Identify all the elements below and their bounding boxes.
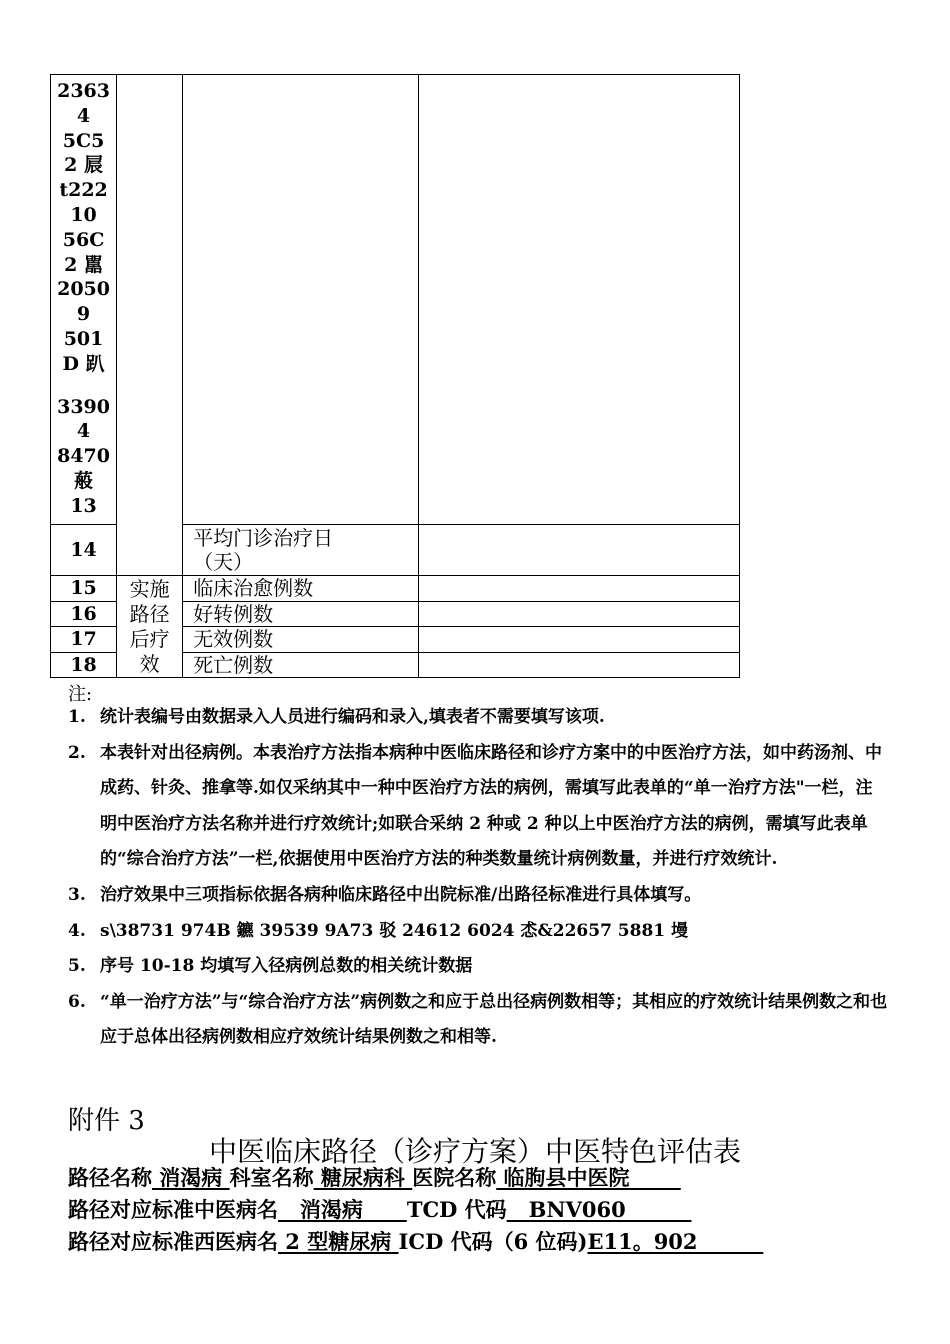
id-text: 2 嚚 <box>64 253 103 276</box>
id-text: 2050 <box>57 278 110 301</box>
info-line-tcm <box>68 1196 692 1224</box>
id-text: D 趴 <box>62 352 105 375</box>
row-label: 无效例数 <box>183 627 418 653</box>
row-label-line: 平均门诊治疗日 <box>193 526 334 550</box>
row-label: 临床治愈例数 <box>183 576 418 602</box>
id-text: 2 屒 <box>64 154 103 177</box>
group-label-line: 路径 <box>129 601 170 626</box>
id-text: 4 <box>76 104 91 127</box>
note-number: 1. <box>68 707 86 727</box>
row-label-line: （天） <box>193 550 254 574</box>
group-label-line: 实施 <box>129 576 170 601</box>
note-number: 6. <box>68 991 86 1012</box>
id-text: t222 <box>59 179 108 202</box>
row-label: 死亡例数 <box>183 652 418 678</box>
id-text: 9 <box>76 303 91 326</box>
info-label: ICD 代码（6 位码) <box>398 1229 588 1254</box>
note-item <box>68 700 888 736</box>
page-title-text: 中医临床路径（诊疗方案）中医特色评估表 <box>208 1135 741 1168</box>
note-item <box>68 985 888 1056</box>
info-label: 路径对应标准西医病名 <box>68 1229 278 1254</box>
attachment-label: 附件 3 <box>68 1106 145 1136</box>
row-number: 16 <box>51 601 117 627</box>
path-name-value[interactable]: 消渴病 <box>152 1165 230 1190</box>
value-cell[interactable] <box>418 652 739 678</box>
department-value[interactable]: 糖尿病科 <box>313 1165 413 1190</box>
id-text: 蒰 <box>74 469 94 492</box>
id-text: 56C <box>62 228 105 251</box>
info-label: 科室名称 <box>229 1165 314 1190</box>
note-item <box>68 736 888 878</box>
note-item <box>68 878 888 914</box>
info-label: TCD 代码 <box>406 1197 507 1222</box>
note-item <box>68 949 888 985</box>
note-number: 4. <box>68 920 86 941</box>
value-cell[interactable] <box>418 627 739 653</box>
empty-cell <box>117 75 183 576</box>
tcd-code-value[interactable]: BNV060 <box>506 1197 692 1222</box>
row-number: 17 <box>51 627 117 653</box>
group-label-cell <box>117 576 183 678</box>
info-label: 路径名称 <box>68 1165 152 1190</box>
note-text: 统计表编号由数据录入人员进行编码和录入,填表者不需要填写该项. <box>100 707 605 727</box>
notes-title: 注: <box>68 684 93 705</box>
row-label: 好转例数 <box>183 601 418 627</box>
row-number: 18 <box>51 652 117 678</box>
value-cell[interactable] <box>418 601 739 627</box>
info-label: 医院名称 <box>412 1165 497 1190</box>
western-disease-value[interactable]: 2 型糖尿病 <box>278 1229 399 1254</box>
outcome-table <box>50 74 740 678</box>
icd-code-value[interactable]: E11。902 <box>587 1229 764 1254</box>
id-text: 4 <box>76 420 91 443</box>
empty-cell[interactable] <box>183 75 418 525</box>
value-cell[interactable] <box>418 576 739 602</box>
row-number: 15 <box>51 576 117 602</box>
note-number: 3. <box>68 884 86 905</box>
value-cell[interactable] <box>418 525 739 576</box>
note-text: 本表针对出径病例。本表治疗方法指本病种中医临床路径和诊疗方案中的中医治疗方法，如中药汤剂、中成药、针灸、推拿等.如仅采纳其中一种中医治疗方法的病例，需填写此表单的“单一治疗方法"一栏，注明中医治疗方法名称并进行疗效统计;如联合采纳 2 种或 2 种以上中医治疗方法的病例，需填写此表单的“综合治疗方法”一栏,依据使用中医治疗方法的种类数量统计病例数量，并进行疗效统计. <box>100 742 882 870</box>
info-label: 路径对应标准中医病名 <box>68 1197 278 1222</box>
row-number: 14 <box>51 525 117 576</box>
id-text: 501 <box>63 327 104 350</box>
note-number: 2. <box>68 742 86 763</box>
note-text: 治疗效果中三项指标依据各病种临床路径中出院标准/出路径标准进行具体填写。 <box>100 884 702 905</box>
note-number: 5. <box>68 956 86 977</box>
group-label-line: 效 <box>139 651 160 676</box>
note-text: 序号 10-18 均填写入径病例总数的相关统计数据 <box>100 956 473 977</box>
info-line-path <box>68 1164 681 1192</box>
id-text: 5C5 <box>62 129 105 152</box>
table-row <box>51 576 740 602</box>
note-text: s\38731 974B 鑣 39539 9A73 驳 24612 6024 怸&22657 5881 墁 <box>100 920 689 941</box>
note-item <box>68 914 888 950</box>
id-text: 3390 <box>57 395 110 418</box>
id-text: 2363 <box>57 80 110 102</box>
note-text: “单一治疗方法”与“综合治疗方法”病例数之和应于总出径病例数相等；其相应的疗效统计结果例数之和也应于总体出径病例数相应疗效统计结果例数之和相等. <box>100 991 888 1048</box>
notes-list <box>68 700 888 1056</box>
info-line-western <box>68 1228 763 1256</box>
hospital-value[interactable]: 临朐县中医院 <box>496 1165 681 1190</box>
group-label-line: 后疗 <box>129 626 170 651</box>
id-text: 10 <box>70 203 97 226</box>
table-row <box>51 75 740 525</box>
empty-cell[interactable] <box>418 75 739 525</box>
id-text: 8470 <box>57 445 110 468</box>
encoded-id-cell <box>51 75 117 525</box>
tcm-disease-value[interactable]: 消渴病 <box>278 1197 407 1222</box>
id-text: 13 <box>70 494 97 517</box>
row-label <box>183 525 418 576</box>
